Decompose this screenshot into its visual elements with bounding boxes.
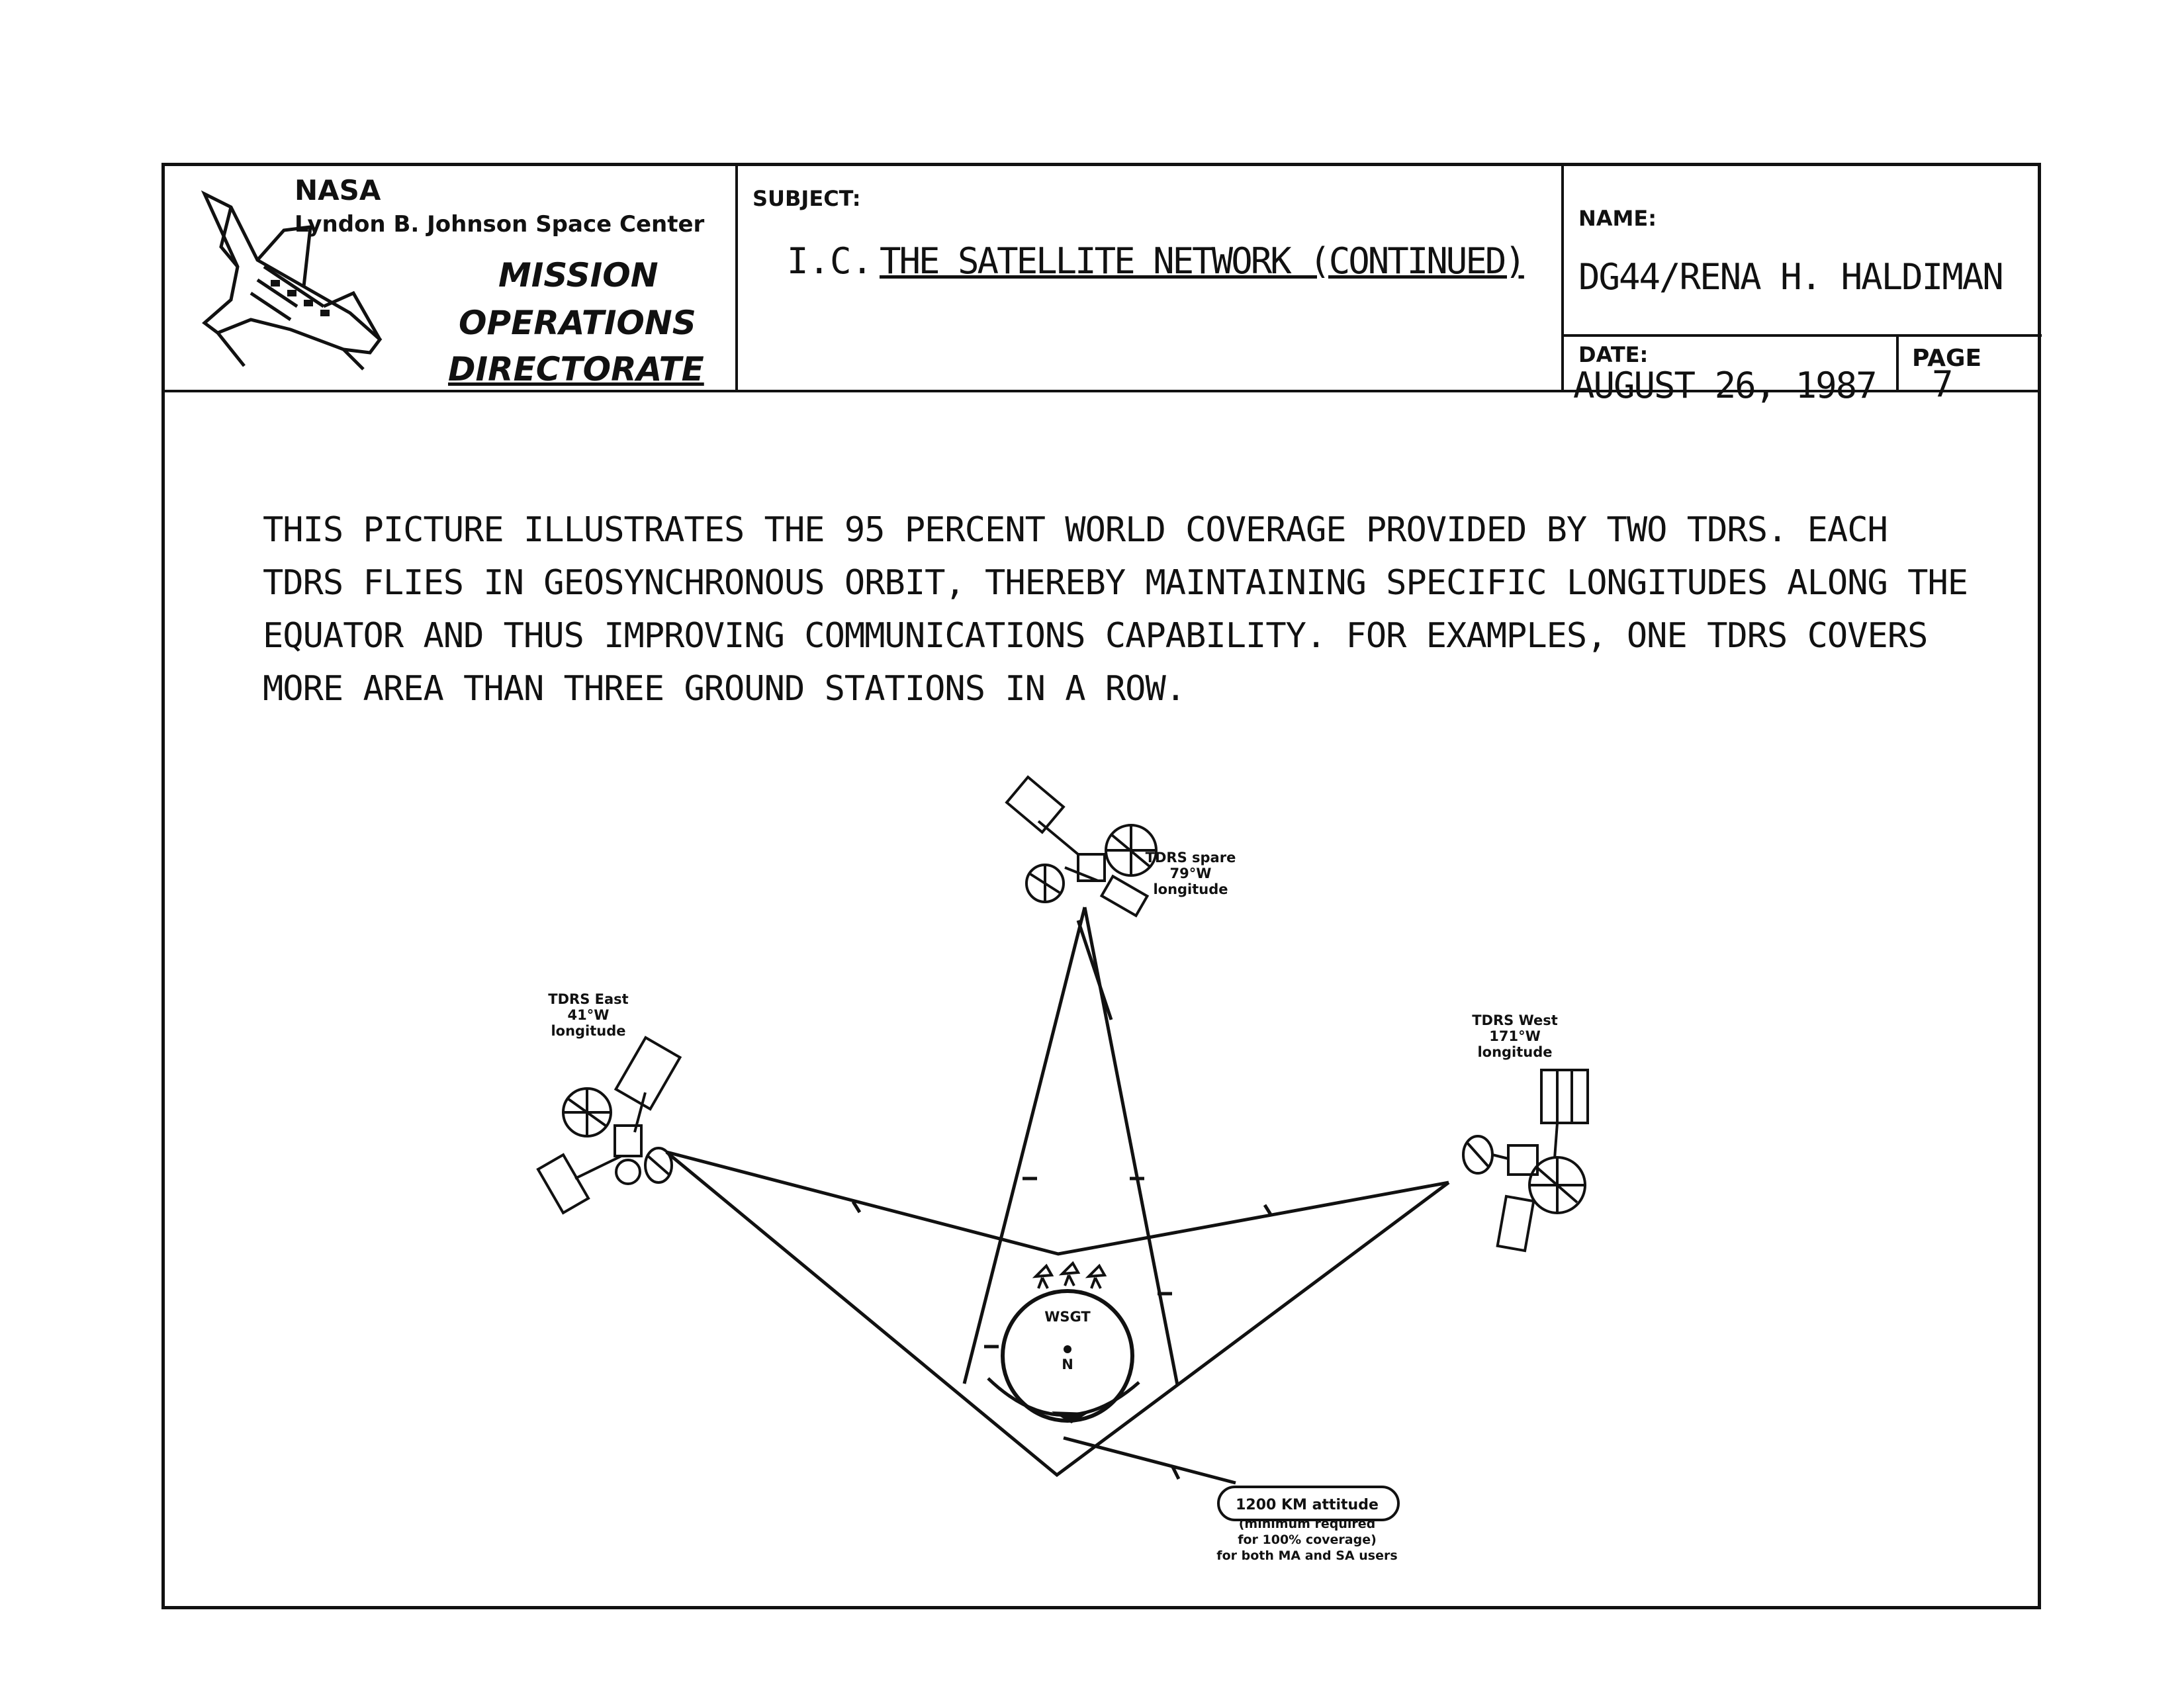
note-line-2: (minimum required <box>1238 1517 1376 1531</box>
directorate-line-1: MISSION <box>498 256 659 294</box>
note-line-4: for both MA and SA users <box>1216 1548 1398 1563</box>
spare-label-1: TDRS spare <box>1145 850 1236 866</box>
document-frame <box>161 163 2041 1609</box>
coverage-line <box>666 1152 1449 1254</box>
pole-label: N <box>1062 1357 1073 1372</box>
date-value: AUGUST 26, 1987 <box>1573 365 1876 406</box>
west-label-3: longitude <box>1477 1044 1553 1060</box>
coverage-lines <box>666 907 1449 1483</box>
directorate-line-2: OPERATIONS <box>459 304 696 342</box>
page-label: PAGE <box>1912 345 1982 372</box>
tick-marks <box>853 1179 1271 1479</box>
page-number: 7 <box>1932 363 1954 405</box>
subject-title: THE SATELLITE NETWORK (CONTINUED) <box>880 240 1524 282</box>
north-pole-dot <box>1064 1345 1071 1353</box>
spare-label-2: 79°W <box>1169 866 1212 881</box>
tdrs-spare-satellite-icon <box>1007 777 1156 915</box>
name-value: DG44/RENA H. HALDIMAN <box>1578 256 2003 298</box>
date-label: DATE: <box>1578 342 1649 367</box>
pointer-line <box>1064 1438 1236 1483</box>
body-line: MORE AREA THAN THREE GROUND STATIONS IN A ROW. <box>263 669 1186 709</box>
directorate-line-3: DIRECTORATE <box>448 350 704 388</box>
subject-label: SUBJECT: <box>752 186 861 211</box>
body-line: EQUATOR AND THUS IMPROVING COMMUNICATIONS CAPABILITY. FOR EXAMPLES, ONE TDRS COVERS <box>263 616 1928 656</box>
station-label: WSGT <box>1044 1309 1091 1325</box>
east-label-1: TDRS East <box>548 991 629 1007</box>
coverage-diagram <box>165 166 2038 1606</box>
subject-number: I.C. <box>787 240 874 282</box>
west-label-1: TDRS West <box>1472 1012 1558 1028</box>
west-label-2: 171°W <box>1489 1028 1541 1044</box>
note-line-1: 1200 KM attitude <box>1236 1497 1379 1513</box>
name-label: NAME: <box>1578 206 1657 231</box>
coverage-line <box>1078 920 1111 1020</box>
spare-label-3: longitude <box>1153 881 1228 897</box>
east-label-3: longitude <box>551 1023 626 1039</box>
east-label-2: 41°W <box>567 1007 610 1023</box>
org-name: NASA <box>295 174 381 206</box>
tdrs-east-satellite-icon <box>538 1038 680 1213</box>
center-name: Lyndon B. Johnson Space Center <box>295 211 705 238</box>
tdrs-west-satellite-icon <box>1463 1070 1588 1251</box>
note-line-3: for 100% coverage) <box>1238 1533 1377 1547</box>
body-line: THIS PICTURE ILLUSTRATES THE 95 PERCENT WORLD COVERAGE PROVIDED BY TWO TDRS. EACH <box>263 510 1888 550</box>
body-line: TDRS FLIES IN GEOSYNCHRONOUS ORBIT, THEREBY MAINTAINING SPECIFIC LONGITUDES ALONG THE <box>263 563 1968 603</box>
ground-antennas-icon <box>1036 1263 1105 1288</box>
